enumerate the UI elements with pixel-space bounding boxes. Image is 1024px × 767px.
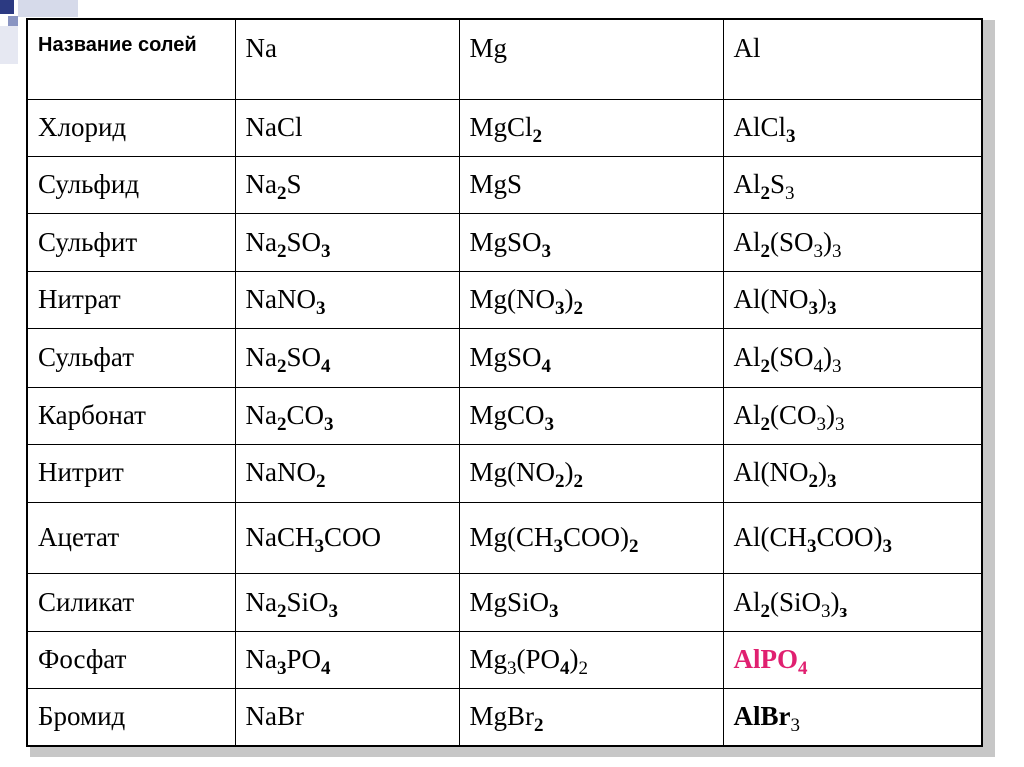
formula-subscript: 3 — [835, 413, 845, 435]
formula-subscript: 2 — [808, 471, 818, 493]
salt-name-cell: Нитрит — [27, 444, 235, 502]
formula-text: MgS — [469, 169, 523, 200]
formula-subscript: 3 — [827, 471, 837, 493]
header-salt-name: Название солей — [27, 19, 235, 99]
table-header-row — [27, 19, 982, 99]
formula-text: NaNO — [245, 284, 316, 315]
formula — [245, 399, 334, 435]
formula-text: Al(NO — [733, 457, 809, 488]
formula-subscript: 2 — [276, 600, 287, 622]
formula-text: MgSO — [469, 342, 542, 373]
formula-cell-al — [723, 156, 982, 213]
salt-name-cell: Сульфат — [27, 329, 235, 387]
salts-table-body — [27, 19, 982, 746]
formula — [733, 284, 837, 320]
table-shadow-bottom — [30, 747, 995, 757]
formula-cell-al — [723, 329, 982, 387]
formula-text: MgSiO — [469, 586, 550, 617]
formula-cell-mg — [459, 387, 723, 444]
formula — [469, 522, 639, 558]
formula-subscript: 4 — [560, 658, 570, 680]
formula-subscript: 3 — [785, 183, 795, 205]
formula-text: ) — [830, 586, 840, 617]
formula — [733, 169, 795, 205]
formula-text: ) — [818, 284, 827, 315]
formula-cell-al — [723, 387, 982, 444]
formula-subscript: 2 — [276, 356, 287, 378]
formula-text: (SiO — [770, 586, 822, 617]
formula — [246, 702, 304, 732]
formula-text: SiO — [286, 586, 329, 617]
formula-subscript: з — [839, 600, 848, 622]
formula-text: ) — [823, 226, 833, 257]
formula-text: (CO — [770, 399, 817, 430]
formula — [245, 226, 331, 262]
formula-subscript: 3 — [314, 536, 324, 558]
formula-subscript: 3 — [813, 240, 824, 262]
formula-text: S — [770, 169, 786, 200]
salt-name-cell: Карбонат — [27, 387, 235, 444]
formula — [245, 586, 339, 622]
formula-text: AlCl — [733, 111, 787, 142]
formula-text: Al — [733, 169, 761, 200]
formula-text: NaCH — [245, 522, 315, 553]
formula-cell-na — [235, 156, 459, 213]
formula-subscript: 2 — [315, 471, 326, 493]
formula-subscript: 3 — [790, 715, 800, 737]
table-row — [27, 156, 982, 213]
formula-cell-mg — [459, 329, 723, 387]
formula-text: Na — [245, 226, 277, 257]
formula — [733, 457, 837, 493]
formula-text: Al — [733, 226, 761, 257]
formula — [733, 586, 848, 622]
table-row — [27, 632, 982, 689]
formula-subscript: 3 — [827, 298, 837, 320]
formula-text: NaCl — [245, 111, 303, 142]
formula — [733, 522, 893, 558]
formula-text: MgCO — [469, 399, 545, 430]
slide-decoration-strip — [0, 26, 18, 64]
formula-subscript: 3 — [276, 658, 287, 680]
formula-text: ) — [564, 457, 574, 488]
formula-text: MgBr — [469, 701, 535, 732]
formula-text: Na — [245, 586, 277, 617]
salt-name-cell: Нитрат — [27, 272, 235, 329]
formula — [469, 586, 559, 622]
formula-text: NaNO — [245, 457, 316, 488]
formula-subscript: 2 — [573, 298, 583, 320]
formula — [733, 226, 842, 262]
formula — [469, 226, 552, 262]
formula-subscript: 2 — [760, 183, 770, 205]
formula-cell-na — [235, 387, 459, 444]
formula-cell-na — [235, 329, 459, 387]
salt-name-cell: Бромид — [27, 689, 235, 746]
formula-cell-al — [723, 689, 982, 746]
formula-text: COO — [324, 522, 382, 553]
formula-text: Al — [733, 586, 761, 617]
salt-name-cell: Ацетат — [27, 502, 235, 573]
formula-cell-na — [235, 99, 459, 156]
formula — [245, 169, 302, 205]
formula-cell-mg — [459, 214, 723, 272]
formula-text: ) — [823, 342, 833, 373]
formula-text: COO) — [816, 522, 883, 553]
salt-name-cell: Сульфит — [27, 214, 235, 272]
formula-text: CO — [286, 399, 324, 430]
formula-text: Al — [733, 342, 761, 373]
formula-text: SO — [286, 226, 321, 257]
formula — [469, 701, 544, 737]
formula — [470, 170, 523, 200]
formula-text: Na — [245, 169, 277, 200]
formula-subscript: 4 — [321, 356, 331, 378]
formula-cell-na — [235, 214, 459, 272]
formula-text: COO) — [563, 522, 630, 553]
formula-cell-mg — [459, 99, 723, 156]
formula-subscript: 3 — [541, 240, 552, 262]
formula-cell-mg — [459, 632, 723, 689]
formula-text: S — [286, 169, 302, 200]
formula-subscript: 3 — [832, 356, 842, 378]
formula-text: ) — [818, 457, 827, 488]
formula-text: Al(CH — [733, 522, 807, 553]
formula-subscript: 2 — [534, 715, 544, 737]
formula-subscript: 3 — [507, 658, 517, 680]
formula-subscript: 3 — [786, 125, 796, 147]
formula-cell-mg — [459, 574, 723, 632]
formula — [469, 284, 584, 320]
formula — [245, 284, 326, 320]
table-row — [27, 502, 982, 573]
formula-subscript: 3 — [832, 240, 842, 262]
formula-subscript: 4 — [798, 658, 808, 680]
formula — [733, 644, 808, 680]
formula-cell-al — [723, 272, 982, 329]
table-row — [27, 329, 982, 387]
formula-subscript: 2 — [760, 413, 770, 435]
formula-cell-na — [235, 574, 459, 632]
salts-table — [26, 18, 983, 747]
formula-text: Na — [245, 399, 277, 430]
header-na: Na — [235, 19, 459, 99]
formula — [469, 342, 552, 378]
formula-cell-mg — [459, 444, 723, 502]
formula-cell-mg — [459, 272, 723, 329]
formula-subscript: 3 — [808, 298, 818, 320]
formula — [733, 342, 842, 378]
formula-cell-mg — [459, 689, 723, 746]
formula-subscript: 3 — [544, 413, 555, 435]
formula-text: AlPO — [733, 644, 798, 675]
formula — [469, 111, 543, 147]
formula-subscript: 3 — [821, 600, 831, 622]
formula-text: Mg(CH — [469, 522, 554, 553]
formula-text: Al — [733, 399, 761, 430]
formula-text: Na — [245, 644, 277, 675]
formula-subscript: 2 — [276, 240, 287, 262]
table-row — [27, 689, 982, 746]
formula-subscript: 3 — [324, 413, 334, 435]
formula — [469, 644, 589, 680]
formula-text: MgSO — [469, 226, 542, 257]
formula-text: Mg(NO — [469, 284, 555, 315]
formula-subscript: 3 — [553, 536, 564, 558]
header-mg: Mg — [459, 19, 723, 99]
formula-text: ) — [826, 399, 835, 430]
formula-subscript: 3 — [315, 298, 326, 320]
formula-cell-na — [235, 502, 459, 573]
formula — [245, 342, 331, 378]
formula-text: ) — [569, 644, 579, 675]
table-row — [27, 444, 982, 502]
formula-cell-mg — [459, 156, 723, 213]
formula-text: ) — [564, 284, 574, 315]
formula-cell-al — [723, 632, 982, 689]
formula-subscript: 3 — [321, 240, 331, 262]
formula-text: PO — [286, 644, 321, 675]
formula — [246, 113, 303, 143]
formula — [469, 399, 555, 435]
formula-text: Mg — [469, 644, 508, 675]
formula-subscript: 2 — [532, 125, 543, 147]
formula-text: AlBr — [733, 701, 791, 732]
table-row — [27, 214, 982, 272]
formula — [245, 457, 326, 493]
formula-subscript: 3 — [555, 298, 565, 320]
formula-cell-na — [235, 444, 459, 502]
formula-cell-al — [723, 574, 982, 632]
formula-cell-al — [723, 444, 982, 502]
formula-subscript: 3 — [549, 600, 559, 622]
formula-cell-al — [723, 502, 982, 573]
table-shadow-right — [981, 20, 995, 750]
formula — [733, 111, 796, 147]
formula — [469, 457, 584, 493]
formula-subscript: 2 — [760, 356, 770, 378]
formula-subscript: 3 — [882, 536, 892, 558]
salt-name-cell: Сульфид — [27, 156, 235, 213]
formula-subscript: 2 — [276, 413, 287, 435]
formula-text: MgCl — [469, 111, 533, 142]
table-row — [27, 574, 982, 632]
formula-cell-na — [235, 272, 459, 329]
salt-name-cell: Силикат — [27, 574, 235, 632]
salt-name-cell: Фосфат — [27, 632, 235, 689]
formula-cell-al — [723, 99, 982, 156]
formula-subscript: 4 — [541, 356, 552, 378]
formula-cell-mg — [459, 502, 723, 573]
formula-subscript: 2 — [573, 471, 583, 493]
formula-text: (SO — [770, 226, 814, 257]
table-row — [27, 272, 982, 329]
formula-subscript: 2 — [276, 183, 287, 205]
formula-subscript: 3 — [807, 536, 817, 558]
formula-subscript: 2 — [578, 658, 589, 680]
formula — [245, 522, 382, 558]
formula-subscript: 4 — [813, 356, 824, 378]
formula-text: NaBr — [245, 701, 304, 732]
table-row — [27, 387, 982, 444]
formula-subscript: 3 — [328, 600, 339, 622]
formula — [733, 399, 845, 435]
formula-cell-na — [235, 689, 459, 746]
formula-subscript: 4 — [321, 658, 331, 680]
formula-subscript: 2 — [629, 536, 639, 558]
formula-cell-na — [235, 632, 459, 689]
formula-cell-al — [723, 214, 982, 272]
salt-name-cell: Хлорид — [27, 99, 235, 156]
formula-text: Mg(NO — [469, 457, 555, 488]
formula-subscript: 2 — [760, 240, 770, 262]
formula-text: (PO — [516, 644, 561, 675]
formula-text: Na — [245, 342, 277, 373]
slide-decoration-square-small — [8, 16, 18, 26]
header-al: Al — [723, 19, 982, 99]
formula — [733, 701, 801, 737]
table-row — [27, 99, 982, 156]
formula-subscript: 3 — [816, 413, 826, 435]
formula-text: (SO — [770, 342, 814, 373]
slide-decoration-bar — [18, 0, 78, 17]
slide-decoration-square — [0, 0, 14, 14]
formula-text: Al(NO — [733, 284, 809, 315]
formula — [245, 644, 331, 680]
formula-subscript: 2 — [555, 471, 565, 493]
formula-text: SO — [286, 342, 321, 373]
formula-subscript: 2 — [760, 600, 770, 622]
